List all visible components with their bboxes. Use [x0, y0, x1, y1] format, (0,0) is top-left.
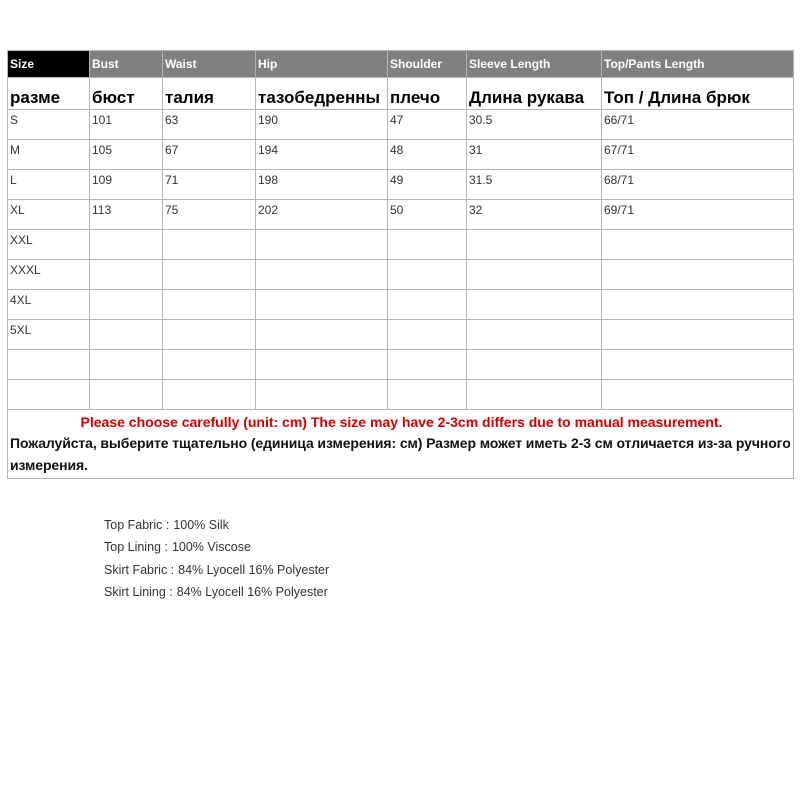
size-cell — [8, 350, 90, 380]
measure-cell — [90, 380, 163, 410]
header-cell-en: Hip — [256, 51, 388, 78]
size-cell: XL — [8, 200, 90, 230]
fabric-label: Skirt Fabric : — [104, 562, 175, 577]
measure-cell: 31 — [467, 140, 602, 170]
fabric-value: 84% Lyocell 16% Polyester — [178, 562, 330, 577]
measure-cell — [388, 350, 467, 380]
table-row — [8, 290, 794, 320]
measure-cell — [256, 290, 388, 320]
fabric-line — [104, 514, 329, 536]
measure-cell — [163, 350, 256, 380]
measure-cell — [256, 350, 388, 380]
measure-cell — [90, 320, 163, 350]
header-cell-en: Waist — [163, 51, 256, 78]
fabric-value: 100% Viscose — [171, 540, 251, 555]
fabric-label: Top Lining : — [104, 540, 168, 555]
header-cell-ru: Топ / Длина брюк — [602, 78, 794, 110]
measure-cell: 71 — [163, 170, 256, 200]
measure-cell — [256, 380, 388, 410]
size-cell — [8, 380, 90, 410]
measure-cell: 105 — [90, 140, 163, 170]
table-row — [8, 200, 794, 230]
measure-cell — [602, 380, 794, 410]
measure-cell — [388, 260, 467, 290]
measure-cell: 194 — [256, 140, 388, 170]
header-cell-ru: Длина рукава — [467, 78, 602, 110]
header-cell-en: Top/Pants Length — [602, 51, 794, 78]
measure-cell — [90, 290, 163, 320]
measure-cell — [467, 380, 602, 410]
measure-cell — [163, 290, 256, 320]
measure-cell — [388, 380, 467, 410]
measure-cell: 113 — [90, 200, 163, 230]
measure-cell: 198 — [256, 170, 388, 200]
size-cell: 5XL — [8, 320, 90, 350]
measure-cell — [256, 320, 388, 350]
measure-cell: 202 — [256, 200, 388, 230]
header-cell-ru: плечо — [388, 78, 467, 110]
note-row — [8, 410, 794, 479]
measure-cell — [256, 260, 388, 290]
measure-cell: 190 — [256, 110, 388, 140]
measure-cell: 50 — [388, 200, 467, 230]
measure-cell: 67 — [163, 140, 256, 170]
fabric-line — [104, 536, 329, 558]
fabric-value: 100% Silk — [173, 518, 229, 532]
header-cell-en: Size — [8, 51, 90, 78]
measure-cell — [90, 260, 163, 290]
size-cell: XXL — [8, 230, 90, 260]
measure-cell — [602, 350, 794, 380]
measure-cell — [467, 290, 602, 320]
measure-cell — [388, 230, 467, 260]
size-cell: M — [8, 140, 90, 170]
measure-cell: 101 — [90, 110, 163, 140]
measure-cell: 68/71 — [602, 170, 794, 200]
measure-cell — [163, 320, 256, 350]
measure-cell: 31.5 — [467, 170, 602, 200]
fabric-label: Skirt Lining : — [104, 585, 173, 600]
header-cell-en: Shoulder — [388, 51, 467, 78]
size-cell: S — [8, 110, 90, 140]
measure-cell — [467, 260, 602, 290]
table-row — [8, 380, 794, 410]
measure-cell — [90, 230, 163, 260]
size-cell: 4XL — [8, 290, 90, 320]
header-cell-ru: тазобедренны — [256, 78, 388, 110]
measure-cell: 49 — [388, 170, 467, 200]
size-chart-table — [7, 50, 794, 479]
size-cell: L — [8, 170, 90, 200]
fabric-label: Top Fabric : — [104, 518, 170, 532]
measure-cell: 69/71 — [602, 200, 794, 230]
table-row — [8, 320, 794, 350]
fabric-line — [104, 581, 329, 603]
measure-cell — [90, 350, 163, 380]
measure-cell — [602, 260, 794, 290]
header-cell-ru: бюст — [90, 78, 163, 110]
measure-cell: 66/71 — [602, 110, 794, 140]
measure-cell — [388, 290, 467, 320]
measure-cell — [602, 230, 794, 260]
header-row-ru — [8, 78, 794, 110]
measure-cell — [163, 230, 256, 260]
measure-cell: 32 — [467, 200, 602, 230]
measure-cell: 47 — [388, 110, 467, 140]
header-cell-ru: талия — [163, 78, 256, 110]
note-ru: Пожалуйста, выберите тщательно (единица измерения: см) Размер может иметь 2-3 см отличается из-за ручного измерения. — [10, 435, 791, 473]
measure-cell — [467, 320, 602, 350]
header-cell-ru: разме — [8, 78, 90, 110]
table-row — [8, 350, 794, 380]
fabric-line — [104, 559, 329, 581]
header-cell-en: Sleeve Length — [467, 51, 602, 78]
measure-cell: 67/71 — [602, 140, 794, 170]
fabric-value: 84% Lyocell 16% Polyester — [176, 585, 328, 600]
measure-cell — [467, 350, 602, 380]
note-en: Please choose carefully (unit: cm) The size may have 2-3cm differs due to manual measurement. — [80, 414, 723, 430]
header-cell-en: Bust — [90, 51, 163, 78]
header-row-en — [8, 51, 794, 78]
table-row — [8, 110, 794, 140]
measure-cell: 48 — [388, 140, 467, 170]
measure-cell — [256, 230, 388, 260]
note-cell — [8, 410, 794, 479]
size-cell: XXXL — [8, 260, 90, 290]
measure-cell — [602, 290, 794, 320]
table-row — [8, 230, 794, 260]
measure-cell: 30.5 — [467, 110, 602, 140]
measure-cell — [163, 380, 256, 410]
table-row — [8, 140, 794, 170]
table-row — [8, 170, 794, 200]
measure-cell — [388, 320, 467, 350]
measure-cell: 109 — [90, 170, 163, 200]
measure-cell — [163, 260, 256, 290]
measure-cell: 75 — [163, 200, 256, 230]
measure-cell — [602, 320, 794, 350]
measure-cell — [467, 230, 602, 260]
fabric-composition — [104, 514, 329, 604]
measure-cell: 63 — [163, 110, 256, 140]
table-row — [8, 260, 794, 290]
